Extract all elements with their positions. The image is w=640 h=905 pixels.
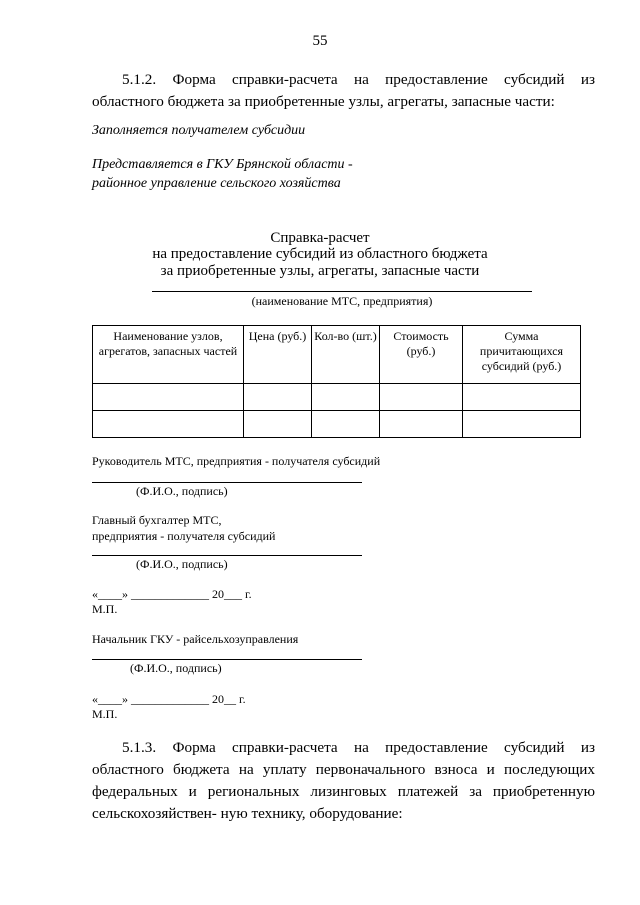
head-fio-caption: (Ф.И.О., подпись)	[136, 484, 228, 498]
filled-by-note: Заполняется получателем субсидии	[92, 123, 306, 138]
gku-fio-caption: (Ф.И.О., подпись)	[130, 661, 222, 675]
table-row	[93, 411, 581, 438]
page-number: 55	[312, 33, 328, 49]
accountant-label-line1: Главный бухгалтер МТС,	[92, 513, 222, 527]
section-5-1-3-heading: 5.1.3. Форма справки-расчета на предоставление субсидий из областного бюджета на уплату первоначального взноса и последующих федеральных и региональных лизинговых платежей за приобретенную сельскохозяйствен- ную технику, оборудование:	[92, 739, 595, 822]
table-row	[93, 384, 581, 411]
head-signature-label: Руководитель МТС, предприятия - получателя субсидий	[92, 454, 381, 468]
gku-head-label: Начальник ГКУ - райсельхозуправления	[92, 632, 299, 646]
accountant-label-line2: предприятия - получателя субсидий	[92, 529, 276, 543]
form-subtitle-line1: на предоставление субсидий из областного бюджета	[152, 246, 488, 262]
section-5-1-2-heading: 5.1.2. Форма справки-расчета на предоставление субсидий из областного бюджета за приобретенные узлы, агрегаты, запасные части:	[92, 71, 595, 110]
table-header-row	[93, 326, 581, 384]
org-name-caption: (наименование МТС, предприятия)	[251, 294, 433, 308]
date-field-2[interactable]: «____» _____________ 20__ г.	[92, 692, 246, 706]
stamp-place-2: М.П.	[92, 707, 118, 721]
table-cell[interactable]	[244, 411, 312, 438]
header-subsidy-amount: Сумма причитающихся субсидий (руб.)	[463, 326, 581, 384]
table-cell[interactable]	[312, 411, 380, 438]
header-cost: Стоимость (руб.)	[380, 326, 463, 384]
submitted-to-note-line1: Представляется в ГКУ Брянской области -	[92, 157, 353, 172]
table-cell[interactable]	[244, 384, 312, 411]
header-item-name: Наименование узлов, агрегатов, запасных частей	[93, 326, 244, 384]
table-cell[interactable]	[380, 411, 463, 438]
calculation-table	[92, 325, 581, 438]
table-cell[interactable]	[463, 384, 581, 411]
form-subtitle-line2: за приобретенные узлы, агрегаты, запасные части	[160, 263, 480, 279]
header-price: Цена (руб.)	[244, 326, 312, 384]
table-cell[interactable]	[463, 411, 581, 438]
table-cell[interactable]	[380, 384, 463, 411]
stamp-place-1: М.П.	[92, 602, 118, 616]
submitted-to-note-line2: районное управление сельского хозяйства	[92, 176, 341, 191]
table-cell[interactable]	[93, 384, 244, 411]
form-title: Справка-расчет	[270, 230, 370, 246]
date-field-1[interactable]: «____» _____________ 20___ г.	[92, 587, 252, 601]
table-cell[interactable]	[312, 384, 380, 411]
table-cell[interactable]	[93, 411, 244, 438]
accountant-fio-caption: (Ф.И.О., подпись)	[136, 557, 228, 571]
org-name-line[interactable]	[152, 291, 532, 292]
header-quantity: Кол-во (шт.)	[312, 326, 380, 384]
